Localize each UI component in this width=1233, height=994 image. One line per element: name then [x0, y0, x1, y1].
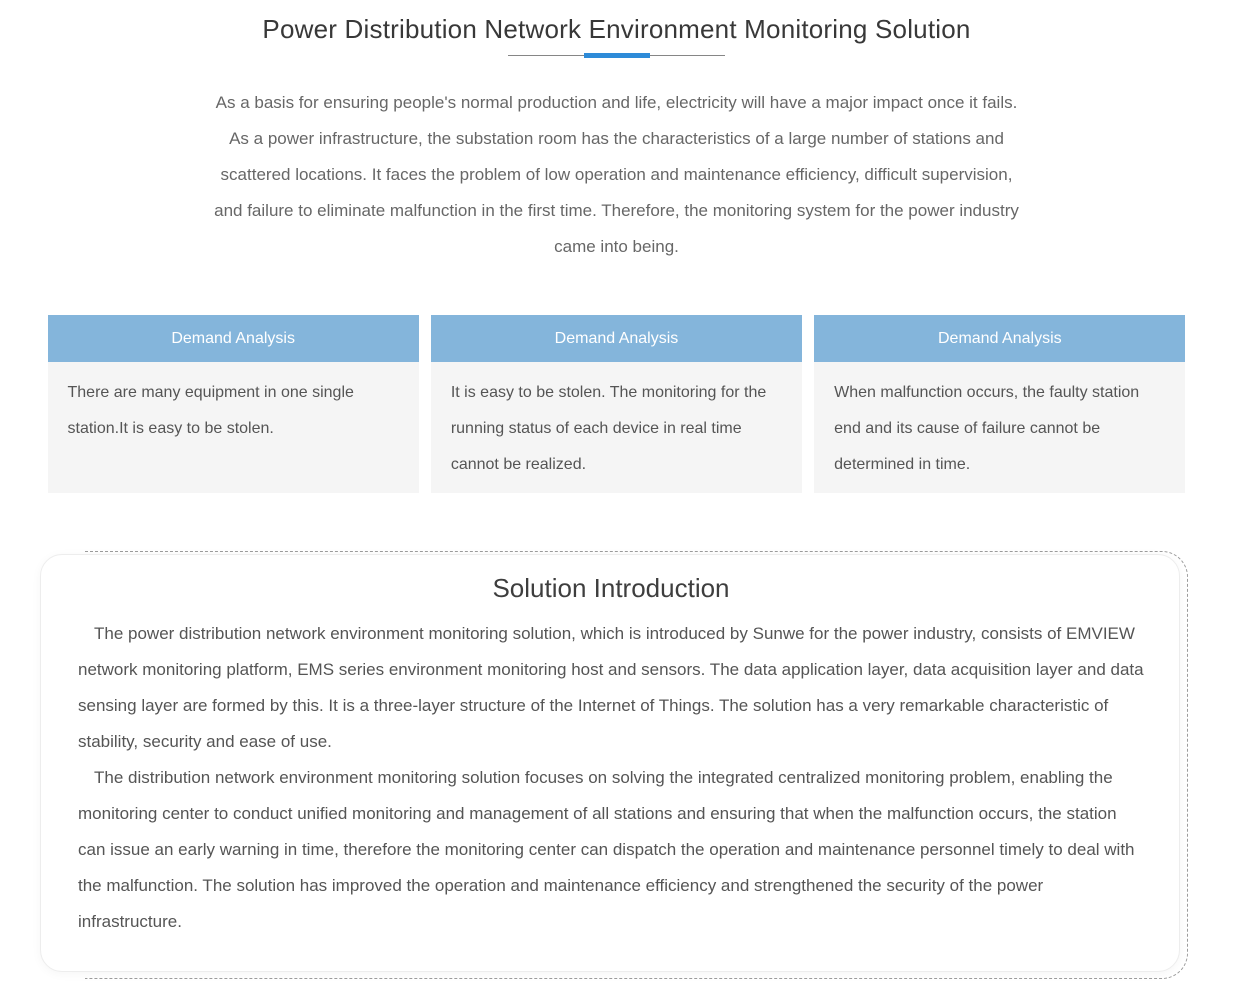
solution-section: [40, 554, 1180, 972]
demand-card-1: [48, 315, 419, 493]
demand-card-1-header: Demand Analysis: [48, 315, 419, 362]
page-title: Power Distribution Network Environment Monitoring Solution: [262, 14, 971, 44]
demand-card-3: [814, 315, 1185, 493]
demand-card-3-header: Demand Analysis: [814, 315, 1185, 362]
title-underline-accent: [584, 53, 650, 58]
solution-card: [40, 554, 1180, 972]
page: [0, 14, 1233, 972]
intro-paragraph: As a basis for ensuring people's normal production and life, electricity will have a major impact once it fails. As a power infrastructure, the substation room has the characteristics of a large number of stations and scattered locations. It faces the problem of low operation and maintenance efficiency, difficult supervision, and failure to eliminate malfunction in the first time. Therefore, the monitoring system for the power industry came into being.: [214, 93, 1019, 256]
demand-card-2: [431, 315, 802, 493]
demand-card-3-body: When malfunction occurs, the faulty station end and its cause of failure cannot be determined in time.: [814, 362, 1185, 493]
demand-card-2-header: Demand Analysis: [431, 315, 802, 362]
solution-heading: Solution Introduction: [492, 573, 730, 603]
demand-analysis-row: [48, 315, 1186, 493]
demand-card-1-body: There are many equipment in one single station.It is easy to be stolen.: [48, 362, 419, 493]
solution-paragraph-2: The distribution network environment monitoring solution focuses on solving the integrated centralized monitoring problem, enabling the monitoring center to conduct unified monitoring and management of all stations and ensuring that when the malfunction occurs, the station can issue an early warning in time, therefore the monitoring center can dispatch the operation and maintenance personnel timely to deal with the malfunction. The solution has improved the operation and maintenance efficiency and strengthened the security of the power infrastructure.: [78, 768, 1135, 931]
title-underline: [508, 53, 725, 59]
solution-paragraph-1: The power distribution network environment monitoring solution, which is introduced by Sunwe for the power industry, consists of EMVIEW network monitoring platform, EMS series environment monitoring host and sensors. The data application layer, data acquisition layer and data sensing layer are formed by this. It is a three-layer structure of the Internet of Things. The solution has a very remarkable characteristic of stability, security and ease of use.: [78, 624, 1144, 751]
demand-card-2-body: It is easy to be stolen. The monitoring for the running status of each device in real time cannot be realized.: [431, 362, 802, 493]
